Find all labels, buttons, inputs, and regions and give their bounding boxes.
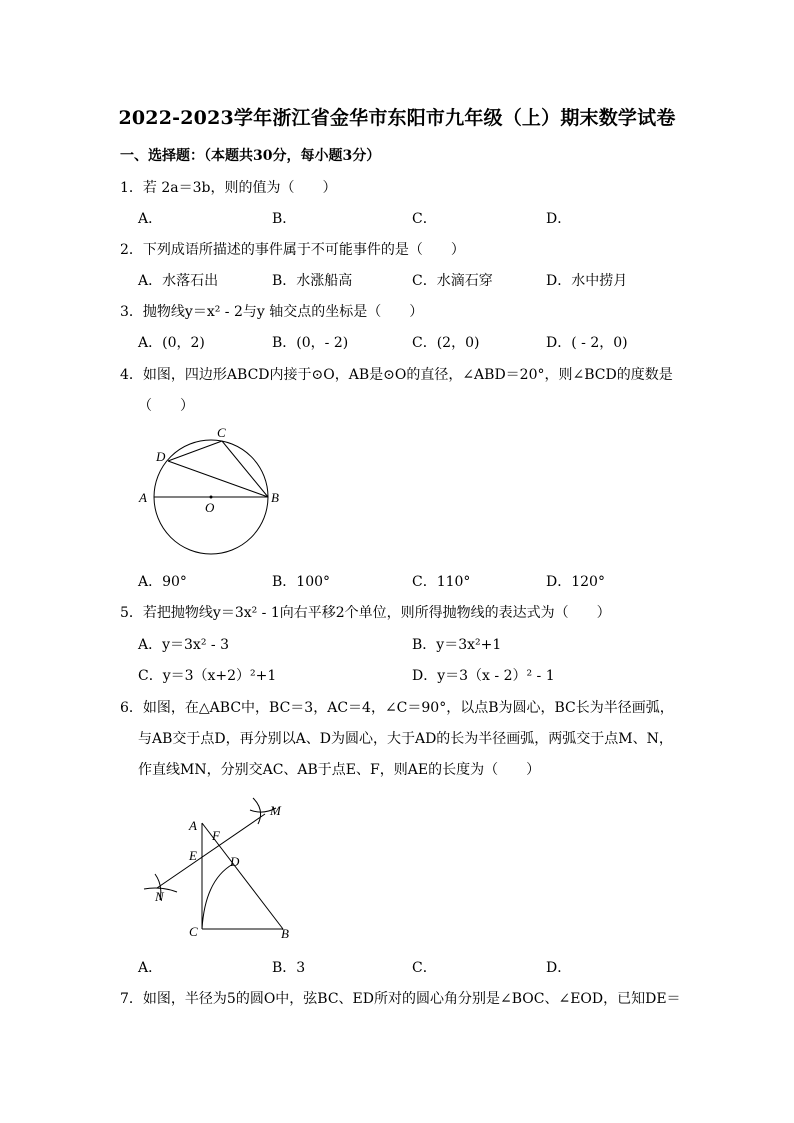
question-1-stem: 1．若 2a＝3b，则的值为（ ）	[120, 180, 337, 196]
center-dot	[210, 496, 213, 499]
label-n: N	[155, 889, 164, 904]
label-a: A	[139, 490, 147, 505]
q3-option-b: B．(0，- 2)	[272, 335, 349, 351]
q5-option-b: B．y＝3x²+1	[412, 637, 502, 653]
question-4-stem: 4．如图，四边形ABCD内接于⊙O，AB是⊙O的直径，∠ABD＝20°，则∠BCD的度数是	[120, 367, 673, 383]
question-4-bracket: （ ）	[138, 398, 194, 414]
page-title: 2022-2023学年浙江省金华市东阳市九年级（上）期末数学试卷	[118, 107, 676, 129]
label-d: D	[156, 449, 166, 464]
label-b: B	[271, 490, 279, 505]
question-6-stem: 6．如图，在△ABC中，BC＝3，AC＝4，∠C＝90°，以点B为圆心，BC长为半径画弧，	[120, 700, 674, 716]
question-5-stem: 5．若把抛物线y＝3x² - 1向右平移2个单位，则所得抛物线的表达式为（ ）	[120, 605, 611, 621]
q2-option-d: D．水中捞月	[546, 273, 628, 289]
q3-option-c: C．(2，0)	[412, 335, 480, 351]
q6-triangle-figure	[135, 790, 305, 945]
q6-option-a: A．	[138, 960, 163, 976]
q4-option-c: C．110°	[412, 574, 471, 590]
q1-option-b: B．	[272, 211, 297, 227]
q5-option-d: D．y＝3（x - 2）² - 1	[412, 668, 555, 684]
question-2-stem: 2．下列成语所描述的事件属于不可能事件的是（ ）	[120, 242, 465, 258]
q3-option-d: D．( - 2，0)	[546, 335, 628, 351]
q2-option-c: C．水滴石穿	[412, 273, 493, 289]
label-d: D	[230, 854, 240, 869]
q4-option-b: B．100°	[272, 574, 331, 590]
q5-option-c: C．y＝3（x+2）²+1	[138, 668, 277, 684]
label-e: E	[189, 848, 197, 863]
q1-option-a: A．	[138, 211, 163, 227]
q2-option-a: A．水落石出	[138, 273, 219, 289]
label-a: A	[189, 818, 197, 833]
q5-option-a: A．y＝3x² - 3	[138, 637, 229, 653]
question-7-stem: 7．如图，半径为5的圆O中，弦BC、ED所对的圆心角分别是∠BOC、∠EOD，已知DE＝	[120, 991, 681, 1007]
section-heading: 一、选择题：（本题共30分，每小题3分）	[120, 148, 381, 164]
chord-dc	[168, 441, 222, 461]
q6-option-b: B．3	[272, 960, 306, 976]
q3-option-a: A．(0，2)	[138, 335, 205, 351]
line-mn	[157, 814, 265, 888]
question-6-stem-line3: 作直线MN，分别交AC、AB于点E、F，则AE的长度为（ ）	[138, 762, 541, 778]
q6-option-c: C．	[412, 960, 437, 976]
q1-option-d: D．	[546, 211, 572, 227]
q4-option-a: A．90°	[138, 574, 187, 590]
q1-option-c: C．	[412, 211, 437, 227]
label-m: M	[270, 803, 281, 818]
label-b: B	[281, 926, 289, 941]
q2-option-b: B．水涨船高	[272, 273, 353, 289]
label-c: C	[189, 924, 198, 939]
question-3-stem: 3．抛物线y＝x² - 2与y 轴交点的坐标是（ ）	[120, 304, 424, 320]
q6-option-d: D．	[546, 960, 572, 976]
q4-option-d: D．120°	[546, 574, 605, 590]
q4-circle-figure	[135, 420, 295, 560]
question-6-stem-line2: 与AB交于点D，再分别以A、D为圆心，大于AD的长为半径画弧，两弧交于点M、N，	[138, 731, 673, 747]
arc-cd	[202, 864, 233, 929]
label-o: O	[205, 500, 215, 515]
label-c: C	[217, 425, 226, 440]
label-f: F	[212, 828, 220, 843]
